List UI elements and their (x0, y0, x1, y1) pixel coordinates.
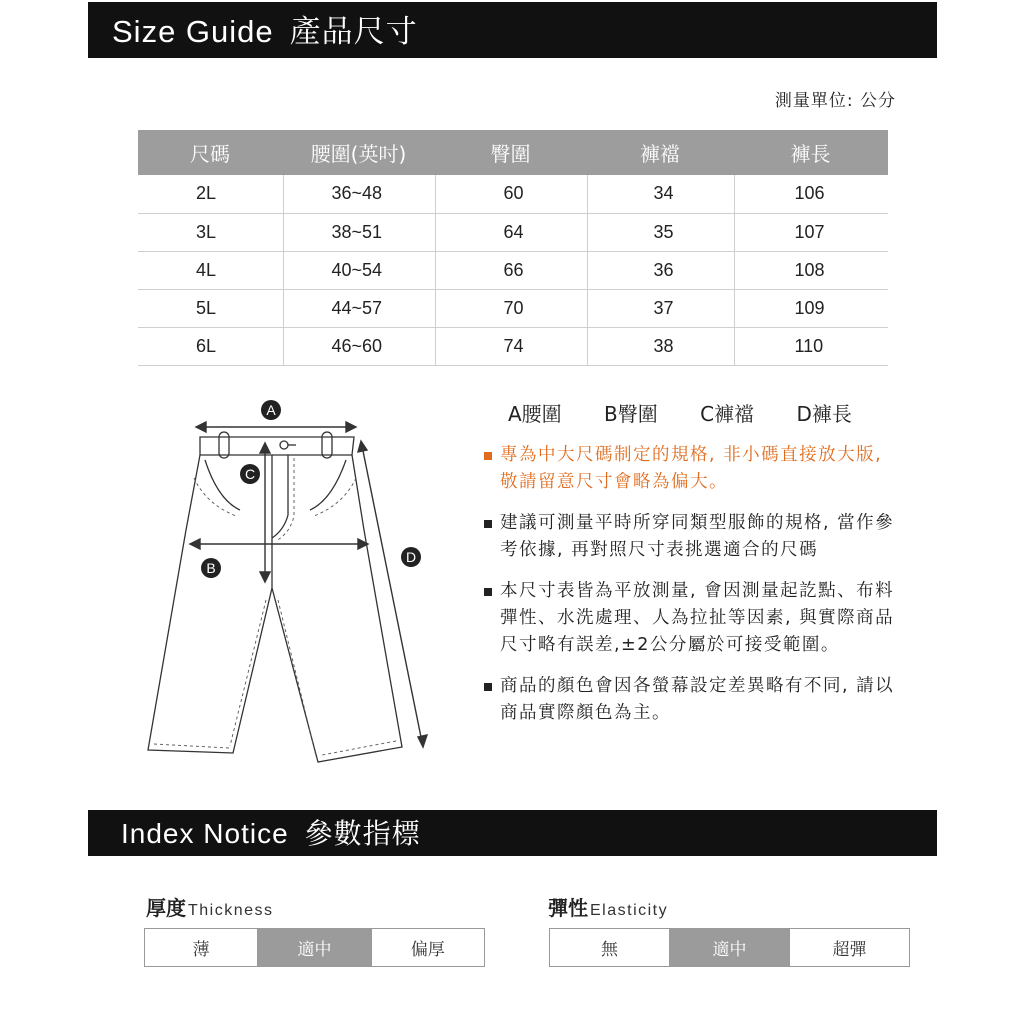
table-row (138, 175, 888, 213)
pants-outline (148, 432, 402, 762)
table-row (138, 251, 888, 289)
badge-a-label: A (266, 402, 276, 418)
note-text: 本尺寸表皆為平放測量, 會因測量起訖點、布料彈性、水洗處理、人為拉扯等因素, 與實際商品尺寸略有誤差,±2公分屬於可接受範圍。 (500, 581, 895, 655)
header-hip: 臀圍 (435, 130, 587, 175)
thickness-title-en: Thickness (188, 902, 274, 919)
cell-waist: 40~54 (283, 251, 435, 289)
cell-size: 5L (138, 289, 283, 327)
table-row (138, 327, 888, 365)
note-item (484, 578, 896, 659)
index-notice-title-zh: 參數指標 (304, 817, 421, 850)
cell-rise: 37 (587, 289, 734, 327)
cell-rise: 38 (587, 327, 734, 365)
legend-waist: A腰圍 (508, 402, 562, 426)
index-notice-title-en: Index Notice (121, 818, 289, 849)
notes-list (484, 442, 896, 741)
pants-diagram (130, 392, 440, 782)
elasticity-option-super: 超彈 (789, 929, 909, 966)
size-table (138, 130, 888, 366)
elasticity-label (548, 892, 668, 921)
cell-waist: 38~51 (283, 213, 435, 251)
legend-length: D褲長 (796, 402, 852, 426)
note-item (484, 673, 896, 727)
cell-hip: 64 (435, 213, 587, 251)
cell-hip: 60 (435, 175, 587, 213)
cell-size: 2L (138, 175, 283, 213)
legend-rise: C褲襠 (700, 402, 755, 426)
bullet-square-icon (484, 520, 492, 528)
measure-arrows (190, 422, 427, 747)
header-size: 尺碼 (138, 130, 283, 175)
size-guide-title-en: Size Guide (112, 14, 274, 49)
size-guide-banner (88, 2, 937, 58)
table-row (138, 213, 888, 251)
cell-rise: 36 (587, 251, 734, 289)
measurement-unit: 測量單位: 公分 (774, 91, 896, 111)
thickness-scale (144, 928, 485, 967)
cell-length: 106 (734, 175, 888, 213)
thickness-label (146, 892, 274, 921)
cell-size: 6L (138, 327, 283, 365)
elasticity-option-medium-selected: 適中 (669, 929, 789, 966)
table-row (138, 289, 888, 327)
size-table-header (138, 130, 888, 175)
bullet-square-icon (484, 452, 492, 460)
cell-waist: 36~48 (283, 175, 435, 213)
header-length: 褲長 (734, 130, 888, 175)
note-text: 商品的顏色會因各螢幕設定差異略有不同, 請以商品實際顏色為主。 (500, 676, 895, 723)
note-item (484, 442, 896, 496)
size-guide-title-zh: 產品尺寸 (289, 14, 418, 50)
legend-hip: B臀圍 (604, 402, 658, 426)
badge-b-label: B (206, 560, 216, 576)
cell-length: 109 (734, 289, 888, 327)
cell-rise: 35 (587, 213, 734, 251)
bullet-square-icon (484, 588, 492, 596)
cell-length: 110 (734, 327, 888, 365)
note-text: 建議可測量平時所穿同類型服飾的規格, 當作參考依據, 再對照尺寸表挑選適合的尺碼 (500, 513, 895, 560)
cell-waist: 46~60 (283, 327, 435, 365)
note-text: 專為中大尺碼制定的規格, 非小碼直接放大版, 敬請留意尺寸會略為偏大。 (500, 445, 883, 492)
thickness-option-thick: 偏厚 (371, 929, 484, 966)
thickness-title: 厚度 (146, 896, 186, 920)
cell-hip: 70 (435, 289, 587, 327)
elasticity-scale (549, 928, 910, 967)
cell-size: 3L (138, 213, 283, 251)
cell-hip: 74 (435, 327, 587, 365)
cell-waist: 44~57 (283, 289, 435, 327)
thickness-option-medium-selected: 適中 (257, 929, 370, 966)
cell-size: 4L (138, 251, 283, 289)
elasticity-option-none: 無 (601, 940, 618, 960)
badge-c-label: C (244, 466, 256, 482)
cell-rise: 34 (587, 175, 734, 213)
bullet-square-icon (484, 683, 492, 691)
note-item (484, 510, 896, 564)
thickness-option-thin: 薄 (192, 940, 210, 960)
cell-length: 107 (734, 213, 888, 251)
measurement-legend (508, 398, 852, 427)
elasticity-title: 彈性 (548, 896, 588, 920)
elasticity-title-en: Elasticity (590, 902, 669, 919)
cell-hip: 66 (435, 251, 587, 289)
header-waist: 腰圍(英吋) (283, 130, 435, 175)
index-notice-banner (88, 810, 937, 856)
cell-length: 108 (734, 251, 888, 289)
header-rise: 褲襠 (587, 130, 734, 175)
badge-d-label: D (405, 549, 417, 565)
